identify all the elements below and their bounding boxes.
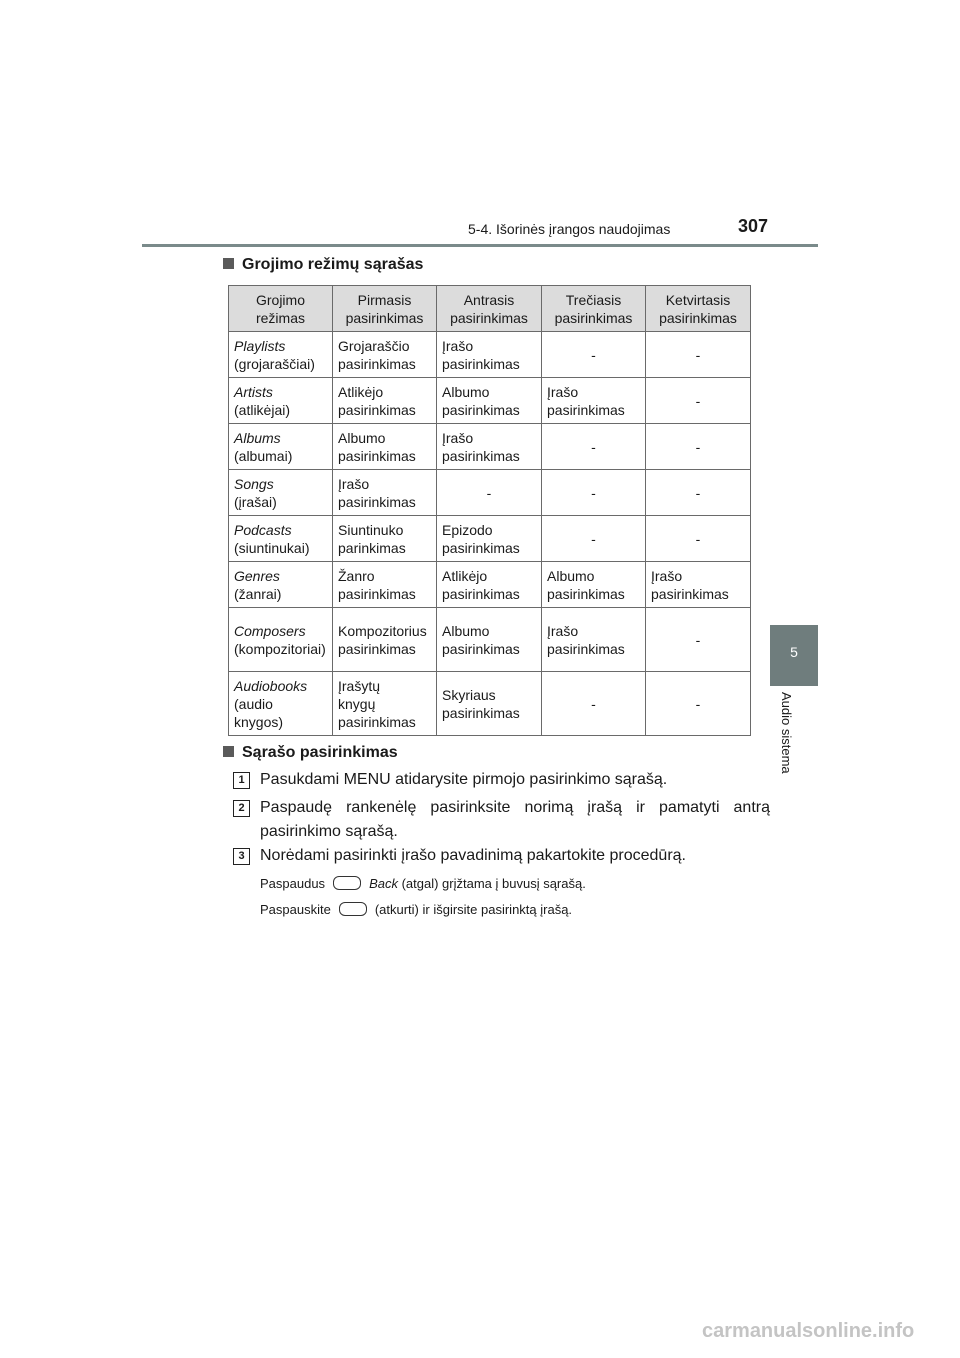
table-cell: Atlikėjo pasirinkimas (333, 378, 437, 424)
table-cell: - (646, 332, 751, 378)
table-row (229, 470, 751, 516)
table-header-cell: Ketvirtasis pasirinkimas (646, 286, 751, 332)
table-header-cell: Trečiasis pasirinkimas (542, 286, 646, 332)
table-row (229, 608, 751, 672)
mode-name-en: Composers (234, 622, 306, 639)
mode-name-en: Audiobooks (234, 677, 308, 694)
mode-name-en: Songs (234, 475, 274, 492)
table-cell: Grojaraščio pasirinkimas (333, 332, 437, 378)
table-cell (333, 672, 437, 736)
mode-cell (229, 516, 333, 562)
table-cell: Kompozitorius pasirinkimas (333, 608, 437, 672)
table-cell: - (646, 470, 751, 516)
table-header-row (229, 286, 751, 332)
table-row (229, 516, 751, 562)
mode-name-lt: (albumai) (234, 447, 293, 464)
mode-cell (229, 332, 333, 378)
watermark: carmanualsonline.info (702, 1320, 915, 1342)
note-text: Paspauskite (260, 902, 331, 917)
table-cell: - (542, 424, 646, 470)
section-heading-list-selection (223, 744, 398, 762)
step-number-badge: 3 (233, 848, 250, 865)
chapter-number: 5 (790, 644, 798, 660)
table-cell: Įrašo pasirinkimas (437, 424, 542, 470)
chapter-label: Audio sistema (779, 692, 794, 774)
mode-name-lt: (siuntinukai) (234, 539, 310, 556)
table-row (229, 332, 751, 378)
step-text: Paspaudę rankenėlę pasirinksite norimą įrašą ir pamatyti antrą pasirinkimo sąrašą. (260, 799, 770, 840)
section-heading-text: Grojimo režimų sąrašas (242, 256, 424, 273)
mode-name-lt: (kompozitoriai) (234, 640, 326, 657)
table-cell: Albumo pasirinkimas (542, 562, 646, 608)
chapter-tab (770, 625, 818, 686)
table-cell: - (646, 608, 751, 672)
table-cell: Žanro pasirinkimas (333, 562, 437, 608)
table-row (229, 562, 751, 608)
mode-cell (229, 562, 333, 608)
square-bullet-icon (223, 258, 234, 269)
table-cell: Albumo pasirinkimas (333, 424, 437, 470)
table-cell: Siuntinuko parinkimas (333, 516, 437, 562)
play-mode-table (228, 285, 751, 736)
step-number-badge: 1 (233, 772, 250, 789)
table-cell: - (542, 516, 646, 562)
table-cell: - (437, 470, 542, 516)
header-divider (142, 244, 818, 247)
button-icon (333, 876, 361, 890)
table-cell: Atlikėjo pasirinkimas (437, 562, 542, 608)
step-number-badge: 2 (233, 800, 250, 817)
button-icon (339, 902, 367, 916)
step-text: Pasukdami MENU atidarysite pirmojo pasirinkimo sąrašą. (260, 771, 668, 788)
mode-name-en: Playlists (234, 337, 286, 354)
table-cell: - (646, 378, 751, 424)
table-header-cell: Pirmasis pasirinkimas (333, 286, 437, 332)
table-cell: Įrašo pasirinkimas (646, 562, 751, 608)
mode-name-en: Podcasts (234, 521, 292, 538)
table-cell: Albumo pasirinkimas (437, 378, 542, 424)
step-text: Norėdami pasirinkti įrašo pavadinimą pakartokite procedūrą. (260, 847, 686, 864)
section-header: 5-4. Išorinės įrangos naudojimas (468, 221, 671, 237)
table-cell: - (646, 424, 751, 470)
note-text: Paspaudus (260, 876, 326, 891)
table-header-cell: Antrasis pasirinkimas (437, 286, 542, 332)
note-back (260, 876, 586, 891)
table-cell: - (542, 470, 646, 516)
table-cell: Albumo pasirinkimas (437, 608, 542, 672)
mode-name-lt: (audio knygos) (234, 695, 284, 730)
note-play (260, 902, 572, 917)
mode-cell (229, 672, 333, 736)
table-row (229, 378, 751, 424)
mode-name-en: Artists (234, 383, 273, 400)
note-button-name: Back (369, 876, 398, 891)
mode-cell (229, 608, 333, 672)
table-cell: Įrašo pasirinkimas (437, 332, 542, 378)
table-cell: - (542, 332, 646, 378)
section-heading-play-modes (223, 256, 423, 274)
mode-name-lt: (žanrai) (234, 585, 282, 602)
table-row (229, 424, 751, 470)
table-cell: Skyriaus pasirinkimas (437, 672, 542, 736)
table-cell: Įrašo pasirinkimas (542, 608, 646, 672)
table-cell: - (542, 672, 646, 736)
mode-name-en: Albums (234, 429, 281, 446)
section-heading-text: Sąrašo pasirinkimas (242, 744, 398, 761)
mode-name-lt: (įrašai) (234, 493, 277, 510)
mode-name-en: Genres (234, 567, 280, 584)
table-row (229, 672, 751, 736)
cell-text: Įrašytų knygų pasirinkimas (338, 677, 416, 730)
table-cell: - (646, 672, 751, 736)
page-number: 307 (738, 216, 769, 236)
table-header-cell: Grojimo režimas (229, 286, 333, 332)
mode-cell (229, 470, 333, 516)
table-cell: Įrašo pasirinkimas (333, 470, 437, 516)
mode-cell (229, 424, 333, 470)
square-bullet-icon (223, 746, 234, 757)
note-text: (atgal) grįžtama į buvusį sąrašą. (401, 876, 586, 891)
table-cell: - (646, 516, 751, 562)
mode-name-lt: (atlikėjai) (234, 401, 291, 418)
note-text: (atkurti) ir išgirsite pasirinktą įrašą. (374, 902, 573, 917)
table-cell: Įrašo pasirinkimas (542, 378, 646, 424)
mode-name-lt: (grojaraščiai) (234, 355, 315, 372)
table-cell: Epizodo pasirinkimas (437, 516, 542, 562)
mode-cell (229, 378, 333, 424)
